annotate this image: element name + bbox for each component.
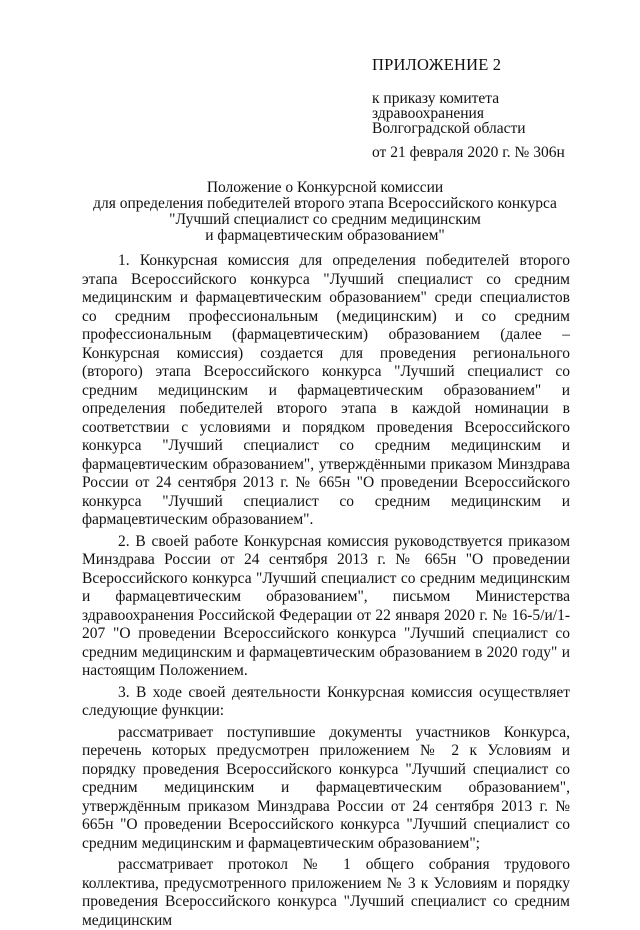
appendix-date: от 21 февраля 2020 г. № 306н <box>372 144 565 161</box>
function-item: рассматривает протокол № 1 общего собрания трудового коллектива, предусмотренного приложением № 3 к Условиям и порядку проведения Всероссийского конкурса "Лучший специалист со средним медицинским <box>82 856 570 929</box>
appendix-committee-line: здравоохранения <box>372 105 484 122</box>
appendix-order-line: к приказу комитета <box>372 90 500 107</box>
heading-line: Положение о Конкурсной комиссии <box>206 179 444 196</box>
paragraph-2: 2. В своей работе Конкурсная комиссия руководствуется приказом Минздрава России от 24 сентября 2013 г. № 665н "О проведении Всероссийского конкурса "Лучший специалист со средним медицинским и фармацевтическим образованием", письмом Министерства здравоохранения Российской Федерации от 22 января 2020 г. № 16-5/и/1-207 "О проведении Всероссийского конкурса "Лучший специалист со средним медицинским и фармацевтическим образованием в 2020 году" и настоящим Положением. <box>82 532 570 679</box>
document-body <box>82 252 570 930</box>
paragraph-3: 3. В ходе своей деятельности Конкурсная комиссия осуществляет следующие функции: <box>82 683 570 719</box>
appendix-title: ПРИЛОЖЕНИЕ 2 <box>372 55 502 74</box>
heading-line: для определения победителей второго этапа Всероссийского конкурса <box>93 195 557 212</box>
heading-line: "Лучший специалист со средним медицинским <box>169 211 481 228</box>
function-item: рассматривает поступившие документы участников Конкурса, перечень которых предусмотрен приложением № 2 к Условиям и порядку проведения Всероссийского конкурса "Лучший специалист со средним медицинским и фармацевтическим образованием", утверждённым приказом Минздрава России от 24 сентября 2013 г. № 665н "О проведении Всероссийского конкурса "Лучший специалист со средним медицинским и фармацевтическим образованием"; <box>82 723 570 852</box>
heading-line: и фармацевтическим образованием" <box>205 227 445 244</box>
document-heading <box>80 180 570 244</box>
appendix-region-line: Волгоградской области <box>372 120 526 137</box>
paragraph-1: 1. Конкурсная комиссия для определения победителей второго этапа Всероссийского конкурса "Лучший специалист со средним медицинским и фармацевтическим образованием" среди специалистов со средним профессиональным (медицинским) и со средним профессиональным (фармацевтическим) образованием (далее – Конкурсная комиссия) создается для проведения регионального (второго) этапа Всероссийского конкурса "Лучший специалист со средним медицинским и фармацевтическим образованием" и определения победителей второго этапа в каждой номинации в соответствии с условиями и порядком проведения Всероссийского конкурса "Лучший специалист со средним медицинским и фармацевтическим образованием", утверждёнными приказом Минздрава России от 24 сентября 2013 г. № 665н "О проведении Всероссийского конкурса "Лучший специалист со средним медицинским и фармацевтическим образованием". <box>82 252 570 528</box>
